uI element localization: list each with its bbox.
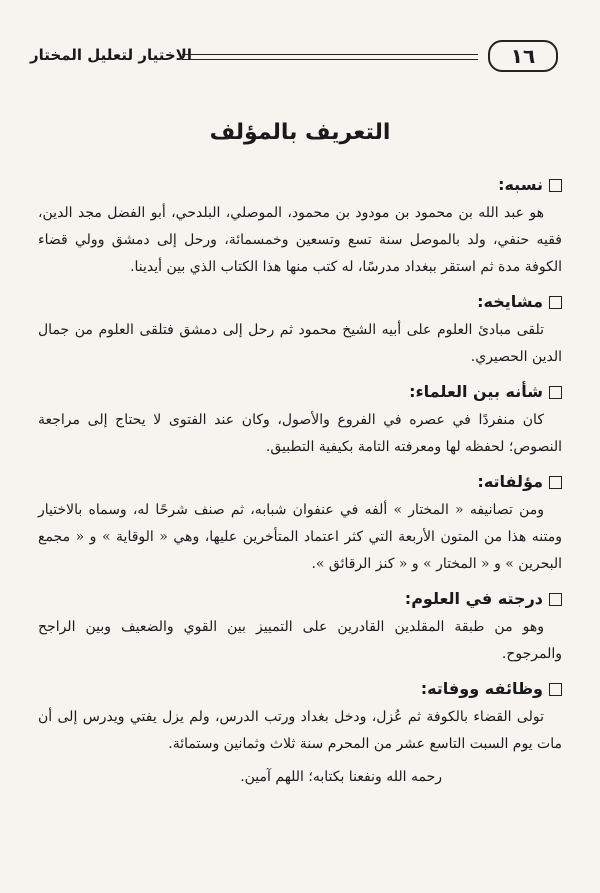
section-heading-text: مؤلفاته: — [477, 472, 543, 491]
section-paragraph: تولى القضاء بالكوفة ثم عُزل، ودخل بغداد ورتب الدرس، ولم يزل يفتي ويدرس إلى أن مات يوم السبت التاسع عشر من المحرم سنة ثلاث وثمانين وستمائة. — [38, 709, 562, 752]
closing-prayer: رحمه الله ونفعنا بكتابه؛ اللهم آمين. — [240, 769, 442, 785]
page-number: ١٦ — [488, 40, 558, 72]
header-rule — [182, 54, 478, 55]
section-heading-text: شأنه بين العلماء: — [409, 382, 543, 401]
section-heading — [38, 170, 562, 200]
section-heading — [38, 467, 562, 497]
page-title: التعريف بالمؤلف — [209, 120, 391, 145]
section-heading-text: وظائفه ووفاته: — [420, 679, 543, 698]
checkbox-square-icon — [549, 386, 562, 399]
running-title: الاختيار لتعليل المختار — [30, 46, 192, 64]
section-heading-text: مشايخه: — [477, 292, 543, 311]
checkbox-square-icon — [549, 179, 562, 192]
section-heading-text: درجته في العلوم: — [404, 589, 543, 608]
checkbox-square-icon — [549, 296, 562, 309]
section-heading — [38, 674, 562, 704]
checkbox-square-icon — [549, 683, 562, 696]
section-paragraph: هو عبد الله بن محمود بن مودود بن محمود، الموصلي، البلدحي، أبو الفضل مجد الدين، فقيه حنفي، ولد بالموصل سنة تسع وتسعين وخمسمائة، ورحل إلى دمشق وولي قضاء الكوفة مدة ثم استقر ببغداد مدرسًا، له كتب منها هذا الكتاب الذي بين أيدينا. — [38, 205, 562, 275]
checkbox-square-icon — [549, 593, 562, 606]
section-paragraph: كان منفردًا في عصره في الفروع والأصول، وكان عند الفتوى لا يحتاج إلى مراجعة النصوص؛ لحفظه لها ومعرفته التامة بكيفية التطبيق. — [38, 412, 562, 455]
header-rule-double — [182, 59, 478, 60]
section-paragraph: ومن تصانيفه « المختار » ألفه في عنفوان شبابه، ثم صنف شرحًا له، وسماه بالاختيار ومتنه هذا من المتون الأربعة التي كثر اعتماد المتأخرين عليها، وهي « الوقاية » و « مجمع البحرين » و « المختار » و « كنز الرقائق ». — [38, 502, 562, 572]
section-heading-text: نسبه: — [498, 175, 543, 194]
section-heading — [38, 584, 562, 614]
section-heading — [38, 377, 562, 407]
checkbox-square-icon — [549, 476, 562, 489]
page-header — [22, 40, 578, 74]
section-paragraph: وهو من طبقة المقلدين القادرين على التمييز بين القوي والضعيف وبين الراجح والمرجوح. — [38, 619, 562, 662]
main-content — [38, 170, 562, 790]
section-heading — [38, 287, 562, 317]
section-paragraph: تلقى مبادئ العلوم على أبيه الشيخ محمود ثم رحل إلى دمشق فتلقى العلوم من جمال الدين الحصيري. — [38, 322, 562, 365]
